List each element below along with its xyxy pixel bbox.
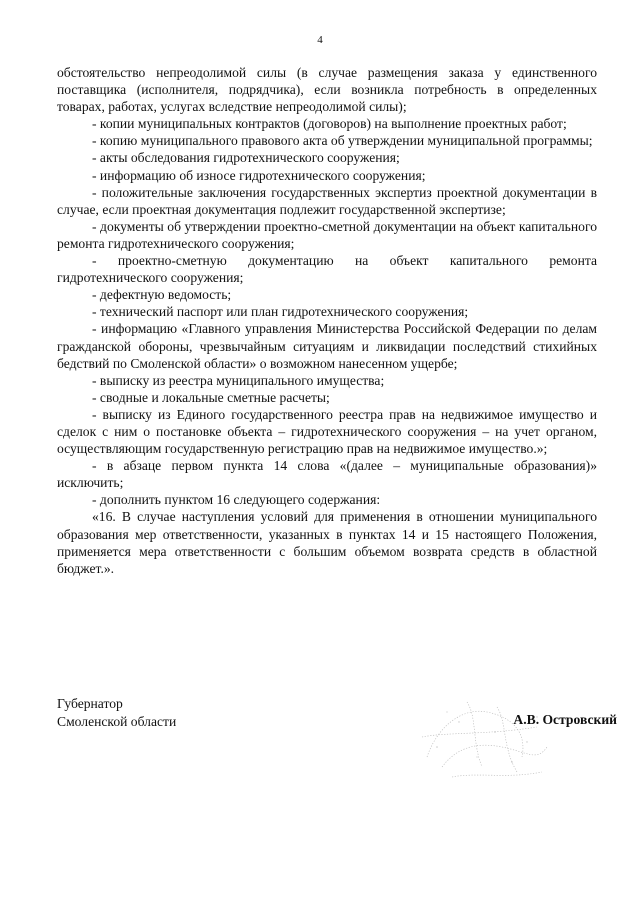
- paragraph: - выписку из Единого государственного реестра прав на недвижимое имущество и сделок с ним о постановке объекта – гидротехнического сооружения – на учет органом, осуществляющим государственную регистрацию прав на недвижимое имущество.»;: [57, 406, 597, 457]
- paragraph: - в абзаце первом пункта 14 слова «(далее – муниципальные образования)» исключить;: [57, 458, 597, 491]
- paragraph: - дефектную ведомость;: [92, 287, 232, 303]
- paragraph: - информацию «Главного управления Министерства Российской Федерации по делам гражданской обороны, чрезвычайным ситуациям и ликвидации последствий стихийных бедствий по Смоленской области» о возможном нанесенном ущербе;: [57, 321, 597, 371]
- signatory-position: [57, 695, 176, 731]
- paragraph: - акты обследования гидротехнического сооружения;: [92, 150, 400, 166]
- paragraph: - копии муниципальных контрактов (договоров) на выполнение проектных работ;: [92, 116, 567, 132]
- paragraph: - документы об утверждении проектно-сметной документации на объект капитального ремонта гидротехнического сооружения;: [57, 218, 597, 251]
- signature-block: [57, 695, 617, 805]
- paragraph: - дополнить пунктом 16 следующего содержания:: [92, 492, 381, 508]
- signatory-name: А.В. Островский: [513, 712, 617, 727]
- paragraph: - информацию об износе гидротехнического сооружения;: [92, 167, 426, 183]
- paragraph: «16. В случае наступления условий для применения в отношении муниципального образования мер ответственности, указанных в пунктах 14 и 15 настоящего Положения, применяется мера ответственности с большим объемом возврата средств в областной бюджет.».: [57, 509, 597, 576]
- document-body: [57, 64, 597, 577]
- paragraph: - технический паспорт или план гидротехнического сооружения;: [92, 304, 469, 320]
- paragraph: - положительные заключения государственных экспертиз проектной документации в случае, если проектная документация подлежит государственной экспертизе;: [57, 184, 597, 217]
- paragraph: обстоятельство непреодолимой силы (в случае размещения заказа у единственного поставщика (исполнителя, подрядчика), если возникла потребность в определенных товарах, работах, услугах вследствие непреодолимой силы);: [57, 65, 597, 115]
- signatory-title-line1: Губернатор: [57, 696, 123, 711]
- handwritten-signature: [407, 687, 557, 787]
- signatory-title-line2: Смоленской области: [57, 714, 177, 729]
- paragraph: - сводные и локальные сметные расчеты;: [92, 389, 330, 405]
- paragraph: - копию муниципального правового акта об утверждении муниципальной программы;: [92, 133, 593, 149]
- page-number: 4: [317, 34, 323, 46]
- paragraph: - проектно-сметную документацию на объект капитального ремонта гидротехнического сооружения;: [57, 253, 597, 286]
- paragraph: - выписку из реестра муниципального имущества;: [92, 372, 385, 388]
